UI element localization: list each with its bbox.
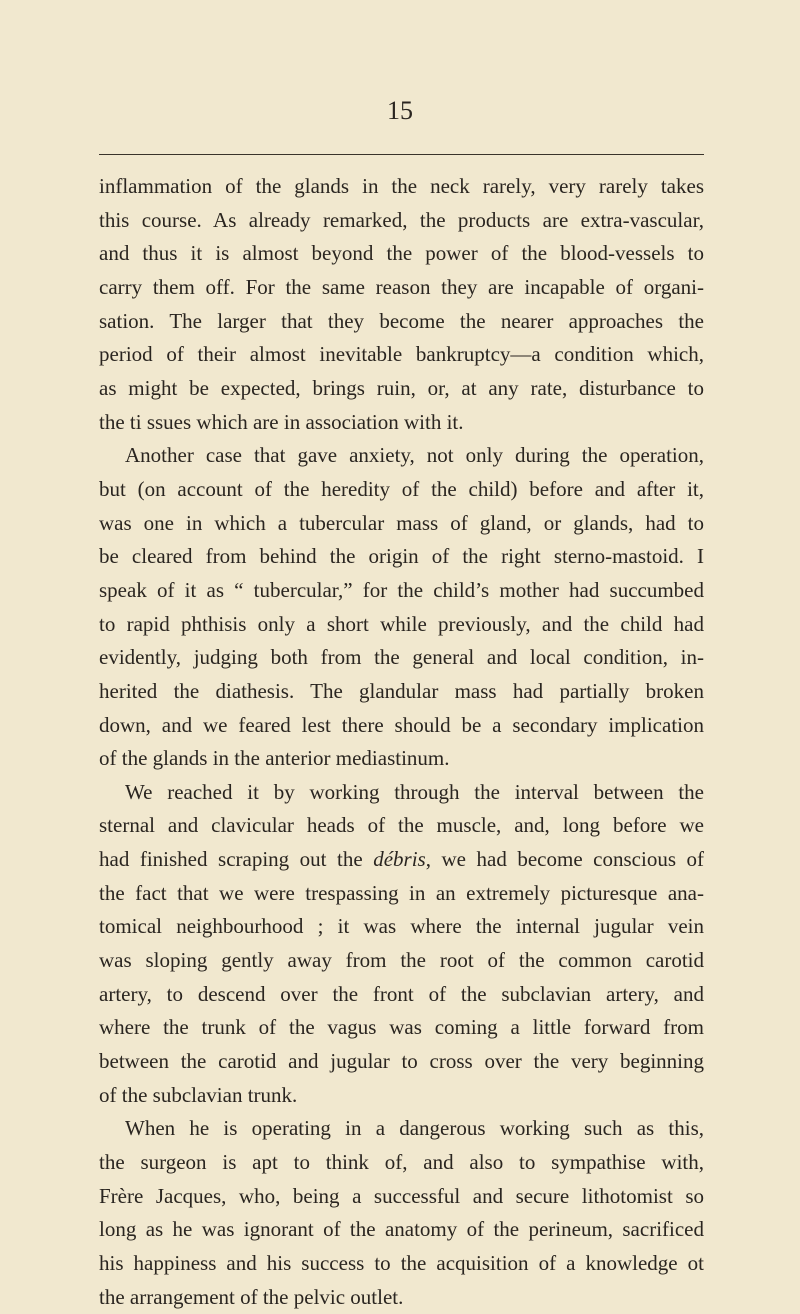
text-line: speak of it as “ tubercular,” for the child’s mother had succumbed [99, 577, 704, 602]
text-line-mixed [99, 843, 704, 877]
text-segment: , we had become conscious of [425, 847, 705, 872]
text-line: When he is operating in a dangerous working such as this, [125, 1116, 704, 1141]
text-line: the fact that we were trespassing in an extremely picturesque ana- [99, 880, 704, 905]
text-line: period of their almost inevitable bankruptcy—a condition which, [99, 342, 704, 367]
text-line: the surgeon is apt to think of, and also to sympathise with, [99, 1150, 704, 1175]
text-line: Frère Jacques, who, being a successful and secure lithotomist so [99, 1183, 704, 1208]
text-line: of the glands in the anterior mediastinum. [99, 746, 450, 771]
text-segment: had finished scraping out the [99, 847, 363, 872]
text-line: between the carotid and jugular to cross over the very beginning [99, 1049, 704, 1074]
text-line: this course. As already remarked, the products are extra-vascular, [99, 207, 704, 232]
text-line: down, and we feared lest there should be a secondary implication [99, 712, 704, 737]
text-line: to rapid phthisis only a short while previously, and the child had [99, 611, 704, 636]
page-number: 15 [387, 96, 413, 125]
text-line: of the subclavian trunk. [99, 1082, 298, 1107]
body-text [99, 170, 704, 1314]
paragraph-1 [99, 170, 704, 439]
text-line: his happiness and his success to the acquisition of a knowledge ot [99, 1251, 704, 1275]
text-line: where the trunk of the vagus was coming a little forward from [99, 1015, 704, 1040]
text-line: the arrangement of the pelvic outlet. [99, 1284, 404, 1309]
text-line: herited the diathesis. The glandular mass had partially broken [99, 678, 704, 703]
text-line: was one in which a tubercular mass of gland, or glands, had to [99, 510, 704, 535]
text-line: was sloping gently away from the root of the common carotid [99, 948, 704, 973]
text-line: carry them off. For the same reason they are incapable of organi- [99, 274, 704, 299]
text-line: artery, to descend over the front of the subclavian artery, and [99, 981, 704, 1006]
text-line: be cleared from behind the origin of the right sterno-mastoid. I [99, 544, 704, 569]
paragraph-2 [99, 439, 704, 776]
paragraph-4 [99, 1112, 704, 1314]
italic-term: débris [373, 847, 426, 872]
text-line: but (on account of the heredity of the child) before and after it, [99, 476, 704, 501]
text-line: tomical neighbourhood ; it was where the internal jugular vein [99, 914, 704, 939]
header-rule [99, 154, 704, 155]
text-line: the ti ssues which are in association with it. [99, 409, 464, 434]
text-line: evidently, judging both from the general and local condition, in- [99, 645, 704, 670]
text-line: as might be expected, brings ruin, or, at any rate, disturbance to [99, 375, 704, 400]
text-line: long as he was ignorant of the anatomy of the perineum, sacrificed [99, 1217, 704, 1242]
text-line: inflammation of the glands in the neck rarely, very rarely takes [99, 174, 704, 198]
paragraph-3 [99, 776, 704, 1113]
text-line: sternal and clavicular heads of the muscle, and, long before we [99, 813, 704, 838]
text-line: sation. The larger that they become the nearer approaches the [99, 308, 704, 333]
text-line: We reached it by working through the interval between the [125, 779, 704, 804]
text-line: Another case that gave anxiety, not only during the operation, [125, 443, 704, 468]
text-line: and thus it is almost beyond the power of the blood-vessels to [99, 241, 704, 266]
